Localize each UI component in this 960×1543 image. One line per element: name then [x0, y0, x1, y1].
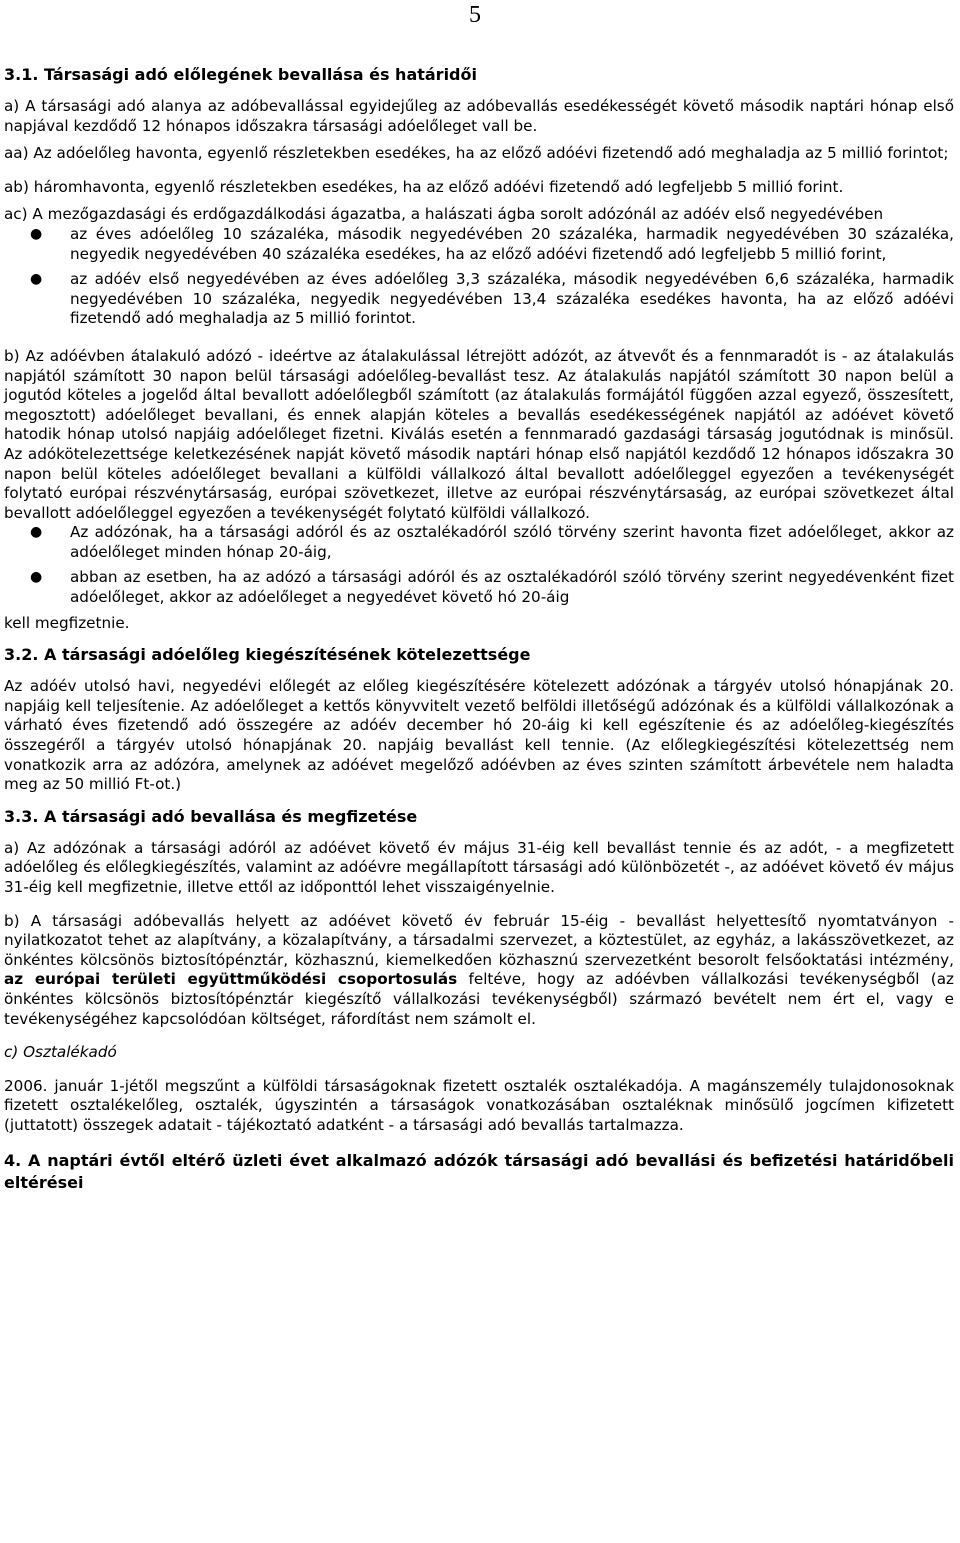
bullet-icon: ●: [30, 569, 43, 586]
section-3-1-title: 3.1. Társasági adó előlegének bevallása és határidői: [4, 65, 477, 84]
section-3-3-title: 3.3. A társasági adó bevallása és megfizetése: [4, 806, 418, 826]
bullet-icon: ●: [30, 271, 43, 288]
paragraph-3-3-b-part2: feltéve, hogy az adóévben vállalkozási tevékenységből (az önkéntes kölcsönös biztosítópénztár kiegészítő vállalkozási tevékenységből) származó bevételt nem ért el, vagy e tevékenységéhez kapcsolódóan költséget, ráfordítást nem számolt el.: [4, 970, 954, 1028]
paragraph-3-1-b-end: kell megfizetnie.: [4, 613, 130, 632]
section-3-2-title: 3.2. A társasági adóelőleg kiegészítésének kötelezettsége: [4, 645, 531, 665]
list-item: [4, 225, 954, 264]
document-body: [4, 64, 954, 1194]
paragraph-3-3-b-part1: b) A társasági adóbevallás helyett az adóévet követő év február 15-éig - bevallást helyettesítő nyomtatványon - nyilatkozatot tehet az alapítvány, a közalapítvány, a társadalmi szervezet, a köztestület, az egyház, a lakásszövetkezet, az önkéntes kölcsönös biztosítópénztár, közhasznú, kiemelkedően közhasznú szervezetként besorolt felsőoktatási intézmény,: [4, 911, 954, 969]
b-bullet-list: [4, 523, 954, 607]
list-item: [4, 270, 954, 329]
bullet-icon: ●: [30, 524, 43, 541]
list-item-text: az adóév első negyedévében az éves adóelőleg 3,3 százaléka, második negyedévében 6,6 százaléka, harmadik negyedévében 10 százaléka, negyedik negyedévében 13,4 százaléka esedékes havonta, ha az előző adóévi fizetendő adó meghaladja az 5 millió forintot.: [70, 270, 954, 328]
list-item-text: az éves adóelőleg 10 százaléka, második negyedévében 20 százaléka, harmadik negyedévében 30 százaléka, negyedik negyedévében 40 százaléka esedékes, ha az előző adóévi fizetendő adó legfeljebb 5 millió forint,: [70, 224, 954, 263]
paragraph-3-3-b-bold: az európai területi együttműködési csoportosulás: [4, 970, 458, 989]
paragraph-3-3-a: a) Az adózónak a társasági adóról az adóévet követő év május 31-éig kell bevallást tennie és az adót, - a megfizetett adóelőleg és előlegkiegészítés, valamint az adóévre megállapított társasági adó különbözetét -, az adóévet követő év május 31-éig kell megfizetnie, illetve ettől az időponttól lehet visszaigényelnie.: [4, 838, 954, 896]
section-4-title: 4. A naptári évtől eltérő üzleti évet alkalmazó adózók társasági adó bevallási és befizetési határidőbeli eltérései: [4, 1150, 954, 1192]
list-item: [4, 568, 954, 607]
ac-bullet-list: [4, 225, 954, 329]
subsection-c-title: c) Osztalékadó: [4, 1043, 117, 1062]
paragraph-3-3-c: 2006. január 1-jétől megszűnt a külföldi társaságoknak fizetett osztalék osztalékadója. A magánszemély tulajdonosoknak fizetett osztalékelőleg, osztalék, úgyszintén a társaságok vonatkozásában osztaléknak minősülő jogcímen kifizetett (juttatott) összegek adatait - tájékoztató adatként - a társasági adó bevallás tartalmazza.: [4, 1076, 954, 1134]
paragraph-3-1-a: a) A társasági adó alanya az adóbevallással egyidejűleg az adóbevallás esedékességét követő második naptári hónap első napjával kezdődő 12 hónapos időszakra társasági adóelőleget vall be.: [4, 97, 954, 135]
paragraph-3-1-aa: aa) Az adóelőleg havonta, egyenlő részletekben esedékes, ha az előző adóévi fizetendő adó meghaladja az 5 millió forintot;: [4, 144, 949, 163]
list-item-text: Az adózónak, ha a társasági adóról és az osztalékadóról szóló törvény szerint havonta fizet adóelőleget, akkor az adóelőleget minden hónap 20-áig,: [70, 523, 954, 561]
paragraph-3-1-b: b) Az adóévben átalakuló adózó - ideértve az átalakulással létrejött adózót, az átvevőt és a fennmaradót is - az átalakulás napjától számított 30 napon belül társasági adóelőleg-bevallást tesz. Az átalakulás napjától számított 30 napon belül a jogutód köteles a jogelőd által bevallott adóelőlegből számított (az átalakulás formájától függően azzal egyező, összesített, megosztott) adóelőleget bevallani, és ennek alapján köteles a bevallás esedékességének napjától az adóévet követő hatodik hónap utolsó napjáig adóelőleget fizetni. Kiválás esetén a fennmaradó gazdasági társaság jogutódnak is minősül. Az adókötelezettsége keletkezésének napját követő második naptári hónap első napjától kezdődő 12 hónapos időszakra 30 napon belül köteles adóelőleget bevallani a külföldi vállalkozó által bevallott adóelőleggel egyezően a tevékenységét folytató európai részvénytársaság, európai szövetkezet, illetve az európai részvénytársaság, az európai szövetkezet által bevallott adóelőleggel egyezően a tevékenységét folytató külföldi vállalkozó.: [4, 346, 954, 522]
paragraph-3-2: Az adóév utolsó havi, negyedévi előlegét az előleg kiegészítésére kötelezett adózónak a tárgyév utolsó hónapjának 20. napjáig kell teljesítenie. Az adóelőleget a kettős könyvvitelt vezető belföldi illetőségű adózónak és a külföldi vállalkozónak a várható éves fizetendő adó összegére az adóév december hó 20-áig ki kell egészítenie és az adóelőleg-kiegészítés összegéről a tárgyév utolsó hónapjának 20. napjáig bevallást kell tennie. (Az előlegkiegészítési kötelezettség nem vonatkozik arra az adózóra, amelynek az adóévet megelőző adóévben az éves szinten számított árbevétele nem haladta meg az 50 millió Ft-ot.): [4, 677, 954, 794]
page-number: 5: [469, 2, 481, 28]
paragraph-3-3-b: [4, 912, 954, 1030]
paragraph-3-1-ac: ac) A mezőgazdasági és erdőgazdálkodási ágazatba, a halászati ágba sorolt adózónál az adóév első negyedévében: [4, 205, 884, 224]
bullet-icon: ●: [30, 225, 43, 242]
paragraph-3-1-ab: ab) háromhavonta, egyenlő részletekben esedékes, ha az előző adóévi fizetendő adó legfeljebb 5 millió forint.: [4, 177, 844, 196]
list-item-text: abban az esetben, ha az adózó a társasági adóról és az osztalékadóról szóló törvény szerint negyedévenként fizet adóelőleget, akkor az adóelőleget a negyedévet követő hó 20-áig: [70, 568, 954, 607]
list-item: [4, 523, 954, 562]
